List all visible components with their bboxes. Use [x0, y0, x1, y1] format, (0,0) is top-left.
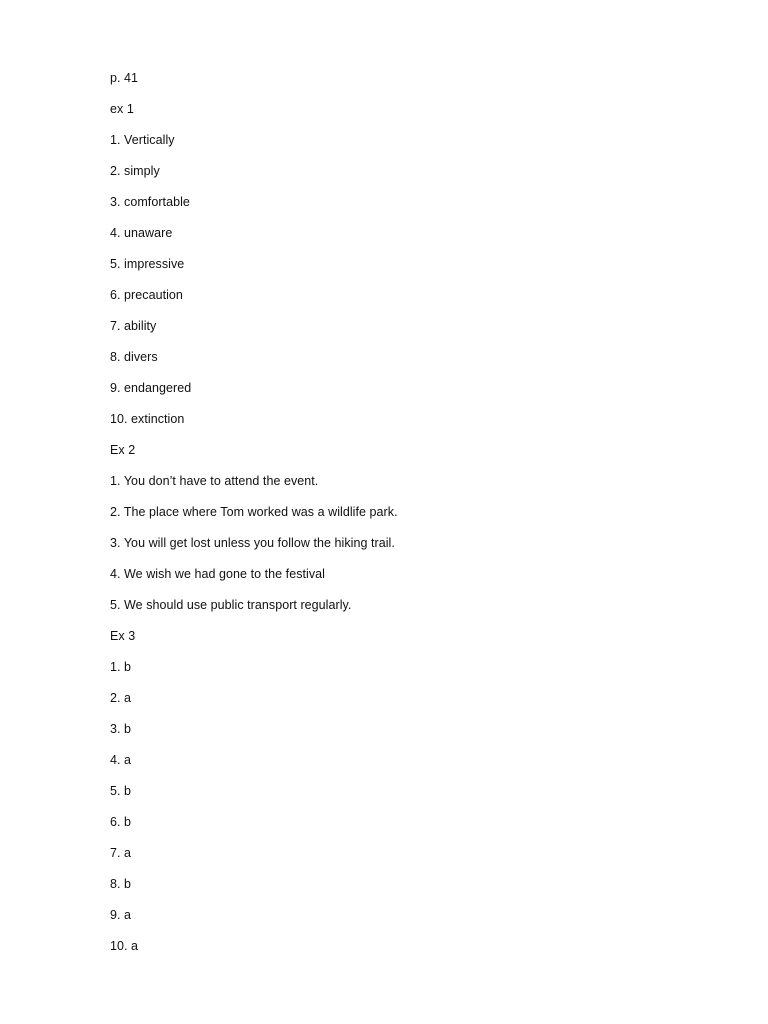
list-item: 8. divers	[110, 350, 158, 364]
section-heading-ex3: Ex 3	[110, 629, 136, 643]
list-item: 5. impressive	[110, 257, 185, 271]
list-item: 1. You don’t have to attend the event.	[110, 474, 319, 488]
answer-key	[110, 69, 710, 968]
list-item: 9. endangered	[110, 381, 192, 395]
section-heading-ex2: Ex 2	[110, 443, 136, 457]
list-item: 2. The place where Tom worked was a wildlife park.	[110, 505, 398, 519]
list-item: 2. simply	[110, 164, 160, 178]
list-item: 4. a	[110, 753, 132, 767]
list-item: 3. b	[110, 722, 132, 736]
list-item: 3. comfortable	[110, 195, 190, 209]
list-item: 4. unaware	[110, 226, 173, 240]
list-item: 6. precaution	[110, 288, 183, 302]
list-item: 1. b	[110, 660, 132, 674]
list-item: 10. extinction	[110, 412, 185, 426]
list-item: 10. a	[110, 939, 139, 953]
list-item: 5. We should use public transport regularly.	[110, 598, 352, 612]
list-item: 5. b	[110, 784, 132, 798]
list-item: 8. b	[110, 877, 132, 891]
list-item: 4. We wish we had gone to the festival	[110, 567, 325, 581]
list-item: 3. You will get lost unless you follow the hiking trail.	[110, 536, 395, 550]
list-item: 2. a	[110, 691, 132, 705]
section-heading-ex1: ex 1	[110, 102, 134, 116]
list-item: 6. b	[110, 815, 132, 829]
list-item: 7. ability	[110, 319, 157, 333]
list-item: 7. a	[110, 846, 132, 860]
list-item: 1. Vertically	[110, 133, 175, 147]
list-item: 9. a	[110, 908, 132, 922]
page-reference: p. 41	[110, 71, 139, 85]
